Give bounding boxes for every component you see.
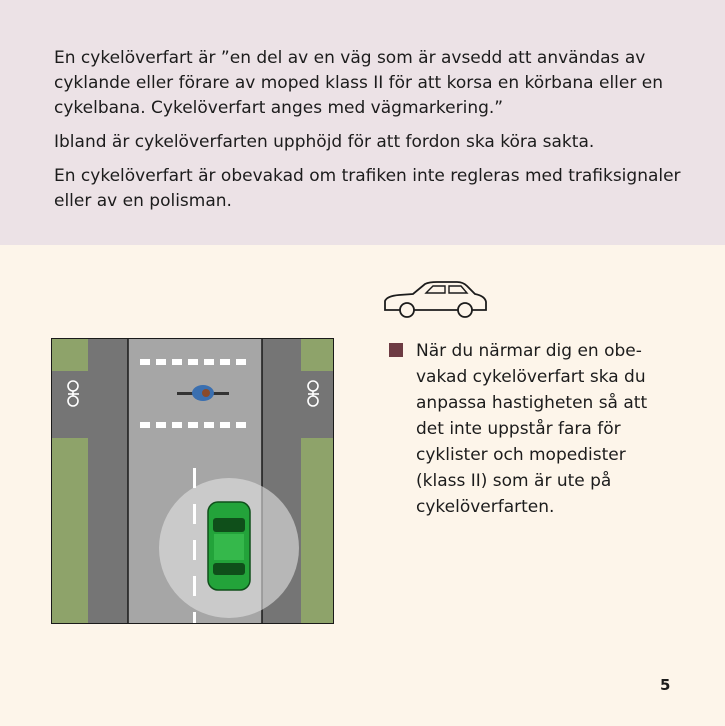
grass-bottom-right (301, 438, 334, 624)
grass-top-right (301, 338, 334, 371)
intro-paragraph-definition: En cykelöverfart är ”en del av en väg som är avsedd att användas av cyklande eller förare av moped klass II för att korsa en körbana eller en cykelbana. Cykelöverfart anges med vägmarkering.” (54, 48, 663, 118)
crossing-illustration (51, 338, 334, 624)
grass-bottom-left (51, 438, 88, 624)
grass-top-left (51, 338, 88, 371)
bullet-text: När du närmar dig en obe-vakad cykelöverfart ska du anpassa hastigheten så att det inte uppstår fara för cyklister och mopedister (klass II) som är ute på cykelöverfarten. (416, 341, 648, 517)
intro-text (54, 46, 684, 223)
green-car-icon (208, 502, 250, 590)
page-number: 5 (660, 676, 671, 694)
bullet-marker (389, 343, 403, 357)
bullet-item (389, 338, 689, 520)
intro-paragraph-raised: Ibland är cykelöverfarten upphöjd för att fordon ska köra sakta. (54, 132, 595, 152)
car-outline-icon (381, 276, 489, 322)
intro-paragraph-unguarded: En cykelöverfart är obevakad om trafiken inte regleras med trafiksignaler eller av en polisman. (54, 166, 681, 211)
